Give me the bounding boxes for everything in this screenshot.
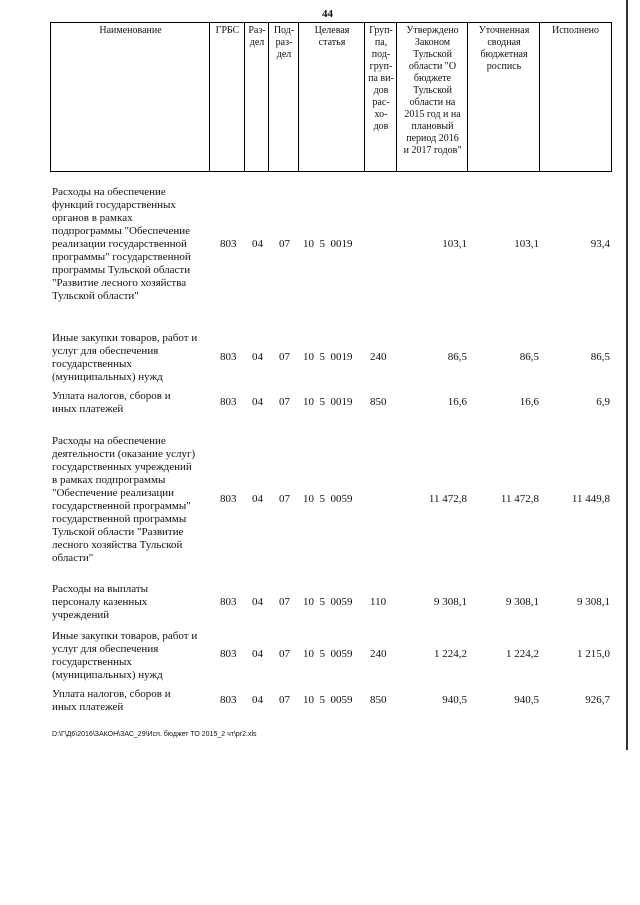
row-5-group: 110 bbox=[370, 596, 387, 608]
row-3-approved: 16,6 bbox=[447, 396, 467, 408]
row-4-razdel: 04 bbox=[252, 493, 263, 505]
row-7-grbs: 803 bbox=[220, 694, 237, 706]
row-2-target: 10 5 0019 bbox=[303, 351, 353, 363]
row-6-revised: 1 224,2 bbox=[506, 648, 539, 660]
row-7-razdel: 04 bbox=[252, 694, 263, 706]
row-1-podrazdel: 07 bbox=[279, 238, 290, 250]
row-4-name: Расходы на обеспечение деятельности (оказание услуг) государственных учреждений в рамках подпрограммы "Обеспечение реализации государственной программы" государственной программы Тульской области "Развитие лесного хозяйства Тульской области" bbox=[52, 435, 196, 564]
row-2-executed: 86,5 bbox=[590, 351, 610, 363]
margin-rule bbox=[626, 0, 628, 750]
file-path-footer: D:\Г\Д6\2016\ЗАКОН\ЗАС_29\Исп. бюджет ТО 2015_2 чт\pr2.xls bbox=[52, 731, 257, 738]
row-2-approved: 86,5 bbox=[447, 351, 467, 363]
row-3-group: 850 bbox=[370, 396, 387, 408]
row-4-revised: 11 472,8 bbox=[500, 493, 539, 505]
row-3-revised: 16,6 bbox=[519, 396, 539, 408]
row-4-target: 10 5 0059 bbox=[303, 493, 353, 505]
row-1-approved: 103,1 bbox=[442, 238, 467, 250]
header-target: Целевая статья bbox=[298, 22, 365, 172]
row-6-executed: 1 215,0 bbox=[577, 648, 610, 660]
row-6-approved: 1 224,2 bbox=[434, 648, 467, 660]
row-5-grbs: 803 bbox=[220, 596, 237, 608]
row-3-grbs: 803 bbox=[220, 396, 237, 408]
row-6-group: 240 bbox=[370, 648, 387, 660]
row-3-razdel: 04 bbox=[252, 396, 263, 408]
row-6-podrazdel: 07 bbox=[279, 648, 290, 660]
row-1-executed: 93,4 bbox=[590, 238, 610, 250]
row-5-podrazdel: 07 bbox=[279, 596, 290, 608]
row-2-grbs: 803 bbox=[220, 351, 237, 363]
row-1-razdel: 04 bbox=[252, 238, 263, 250]
row-3-executed: 6,9 bbox=[596, 396, 610, 408]
header-revised: Уточненная сводная бюджетная роспись bbox=[467, 22, 540, 172]
page-number: 44 bbox=[322, 8, 333, 20]
row-7-target: 10 5 0059 bbox=[303, 694, 353, 706]
header-razdel: Раз- дел bbox=[244, 22, 269, 172]
row-7-executed: 926,7 bbox=[585, 694, 610, 706]
row-1-revised: 103,1 bbox=[514, 238, 539, 250]
row-1-name: Расходы на обеспечение функций государственных органов в рамках подпрограммы "Обеспечение реализации государственной программы" государственной программы Тульской области "Развитие лесного хозяйства Тульской области" bbox=[52, 186, 191, 302]
row-2-podrazdel: 07 bbox=[279, 351, 290, 363]
row-7-group: 850 bbox=[370, 694, 387, 706]
row-2-revised: 86,5 bbox=[519, 351, 539, 363]
row-2-razdel: 04 bbox=[252, 351, 263, 363]
row-7-revised: 940,5 bbox=[514, 694, 539, 706]
row-5-executed: 9 308,1 bbox=[577, 596, 610, 608]
row-3-name: Уплата налогов, сборов и иных платежей bbox=[52, 390, 171, 415]
header-executed: Исполнено bbox=[539, 22, 612, 172]
row-2-name: Иные закупки товаров, работ и услуг для обеспечения государственных (муниципальных) нужд bbox=[52, 332, 198, 383]
row-5-revised: 9 308,1 bbox=[506, 596, 539, 608]
row-3-podrazdel: 07 bbox=[279, 396, 290, 408]
row-6-name: Иные закупки товаров, работ и услуг для обеспечения государственных (муниципальных) нужд bbox=[52, 630, 198, 681]
header-name: Наименование bbox=[50, 22, 210, 172]
row-6-grbs: 803 bbox=[220, 648, 237, 660]
row-7-approved: 940,5 bbox=[442, 694, 467, 706]
row-7-name: Уплата налогов, сборов и иных платежей bbox=[52, 688, 171, 713]
row-6-razdel: 04 bbox=[252, 648, 263, 660]
header-podrazdel: Под- раз- дел bbox=[268, 22, 299, 172]
row-4-grbs: 803 bbox=[220, 493, 237, 505]
row-7-podrazdel: 07 bbox=[279, 694, 290, 706]
header-grbs: ГРБС bbox=[209, 22, 245, 172]
row-3-target: 10 5 0019 bbox=[303, 396, 353, 408]
row-6-target: 10 5 0059 bbox=[303, 648, 353, 660]
row-4-executed: 11 449,8 bbox=[571, 493, 610, 505]
row-4-approved: 11 472,8 bbox=[428, 493, 467, 505]
row-5-razdel: 04 bbox=[252, 596, 263, 608]
row-2-group: 240 bbox=[370, 351, 387, 363]
header-approved: Утверждено Законом Тульской области "О бюджете Тульской области на 2015 год и на плановый период 2016 и 2017 годов" bbox=[396, 22, 468, 172]
row-5-approved: 9 308,1 bbox=[434, 596, 467, 608]
row-4-podrazdel: 07 bbox=[279, 493, 290, 505]
row-1-target: 10 5 0019 bbox=[303, 238, 353, 250]
row-5-target: 10 5 0059 bbox=[303, 596, 353, 608]
header-group: Груп- па, под- груп- па ви- дов рас- хо- дов bbox=[364, 22, 397, 172]
row-1-grbs: 803 bbox=[220, 238, 237, 250]
row-5-name: Расходы на выплаты персоналу казенных учреждений bbox=[52, 583, 149, 621]
